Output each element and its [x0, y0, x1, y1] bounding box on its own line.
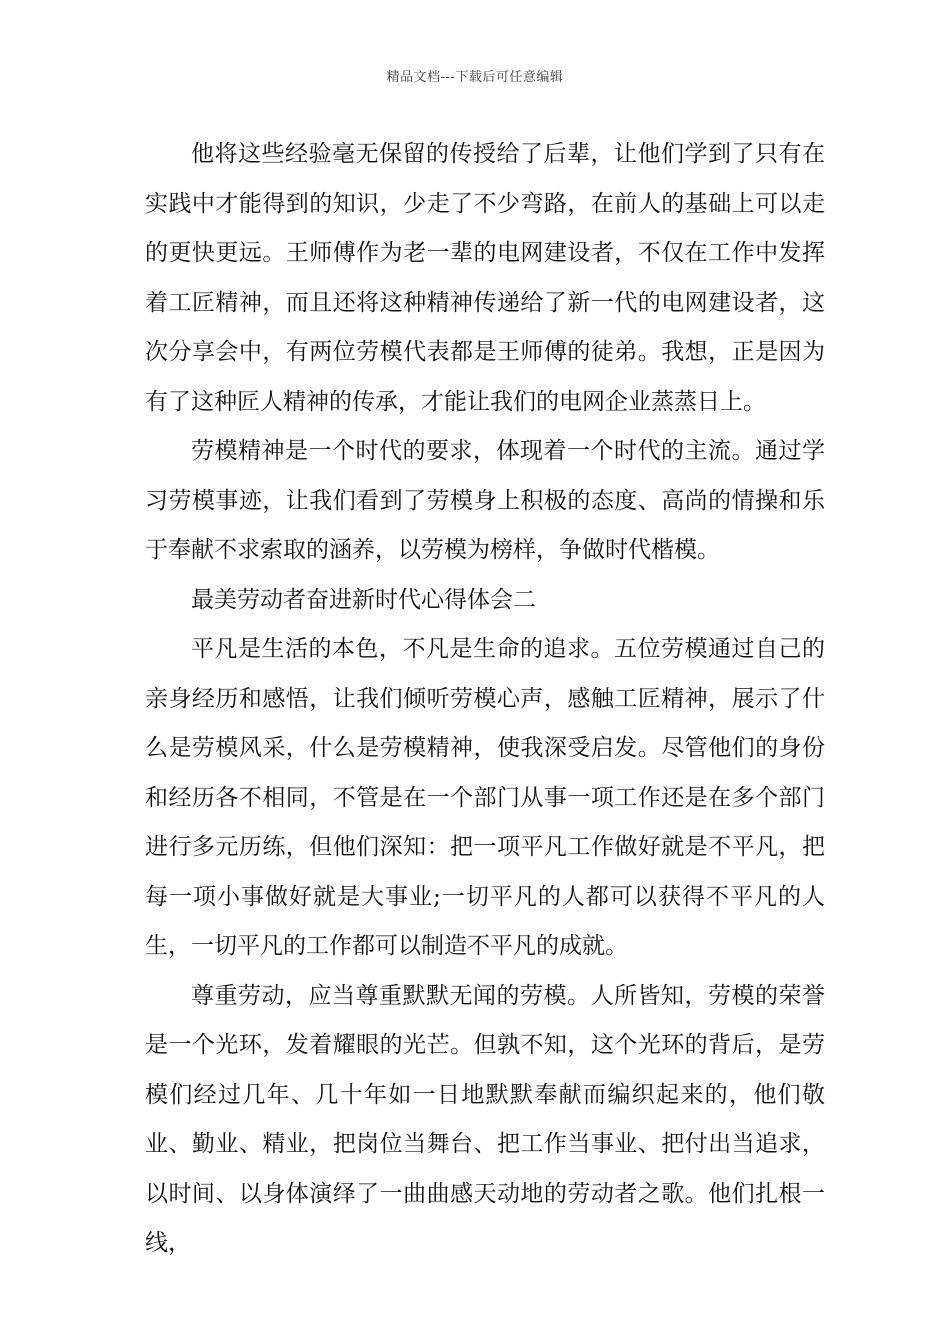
paragraph-3: 平凡是生活的本色，不凡是生命的追求。五位劳模通过自己的亲身经历和感悟，让我们倾听劳模心声，感触工匠精神，展示了什么是劳模风采，什么是劳模精神，使我深受启发。尽管他们的身份和经历各不相同，不管是在一个部门从事一项工作还是在多个部门进行多元历练，但他们深知：把一项平凡工作做好就是不平凡，把每一项小事做好就是大事业;一切平凡的人都可以获得不平凡的人生，一切平凡的工作都可以制造不平凡的成就。	[145, 636, 825, 959]
paragraph-1: 他将这些经验毫无保留的传授给了后辈，让他们学到了只有在实践中才能得到的知识，少走了不少弯路，在前人的基础上可以走的更快更远。王师傅作为老一辈的电网建设者，不仅在工作中发挥着工匠精神，而且还将这种精神传递给了新一代的电网建设者，这次分享会中，有两位劳模代表都是王师傅的徒弟。我想，正是因为有了这种匠人精神的传承，才能让我们的电网企业蒸蒸日上。	[145, 141, 825, 415]
paragraph-2: 劳模精神是一个时代的要求，体现着一个时代的主流。通过学习劳模事迹，让我们看到了劳模身上积极的态度、高尚的情操和乐于奉献不求索取的涵养，以劳模为榜样，争做时代楷模。	[145, 438, 825, 563]
paragraph-4: 尊重劳动，应当尊重默默无闻的劳模。人所皆知，劳模的荣誉是一个光环，发着耀眼的光芒。但孰不知，这个光环的背后，是劳模们经过几年、几十年如一日地默默奉献而编织起来的，他们敬业、勤业、精业，把岗位当舞台、把工作当事业、把付出当追求，以时间、以身体演绎了一曲曲感天动地的劳动者之歌。他们扎根一线，	[145, 982, 825, 1256]
section-heading: 最美劳动者奋进新时代心得体会二	[191, 586, 536, 613]
page-header: 精品文档---下载后可任意编辑	[386, 70, 564, 85]
document-body	[145, 130, 825, 1269]
